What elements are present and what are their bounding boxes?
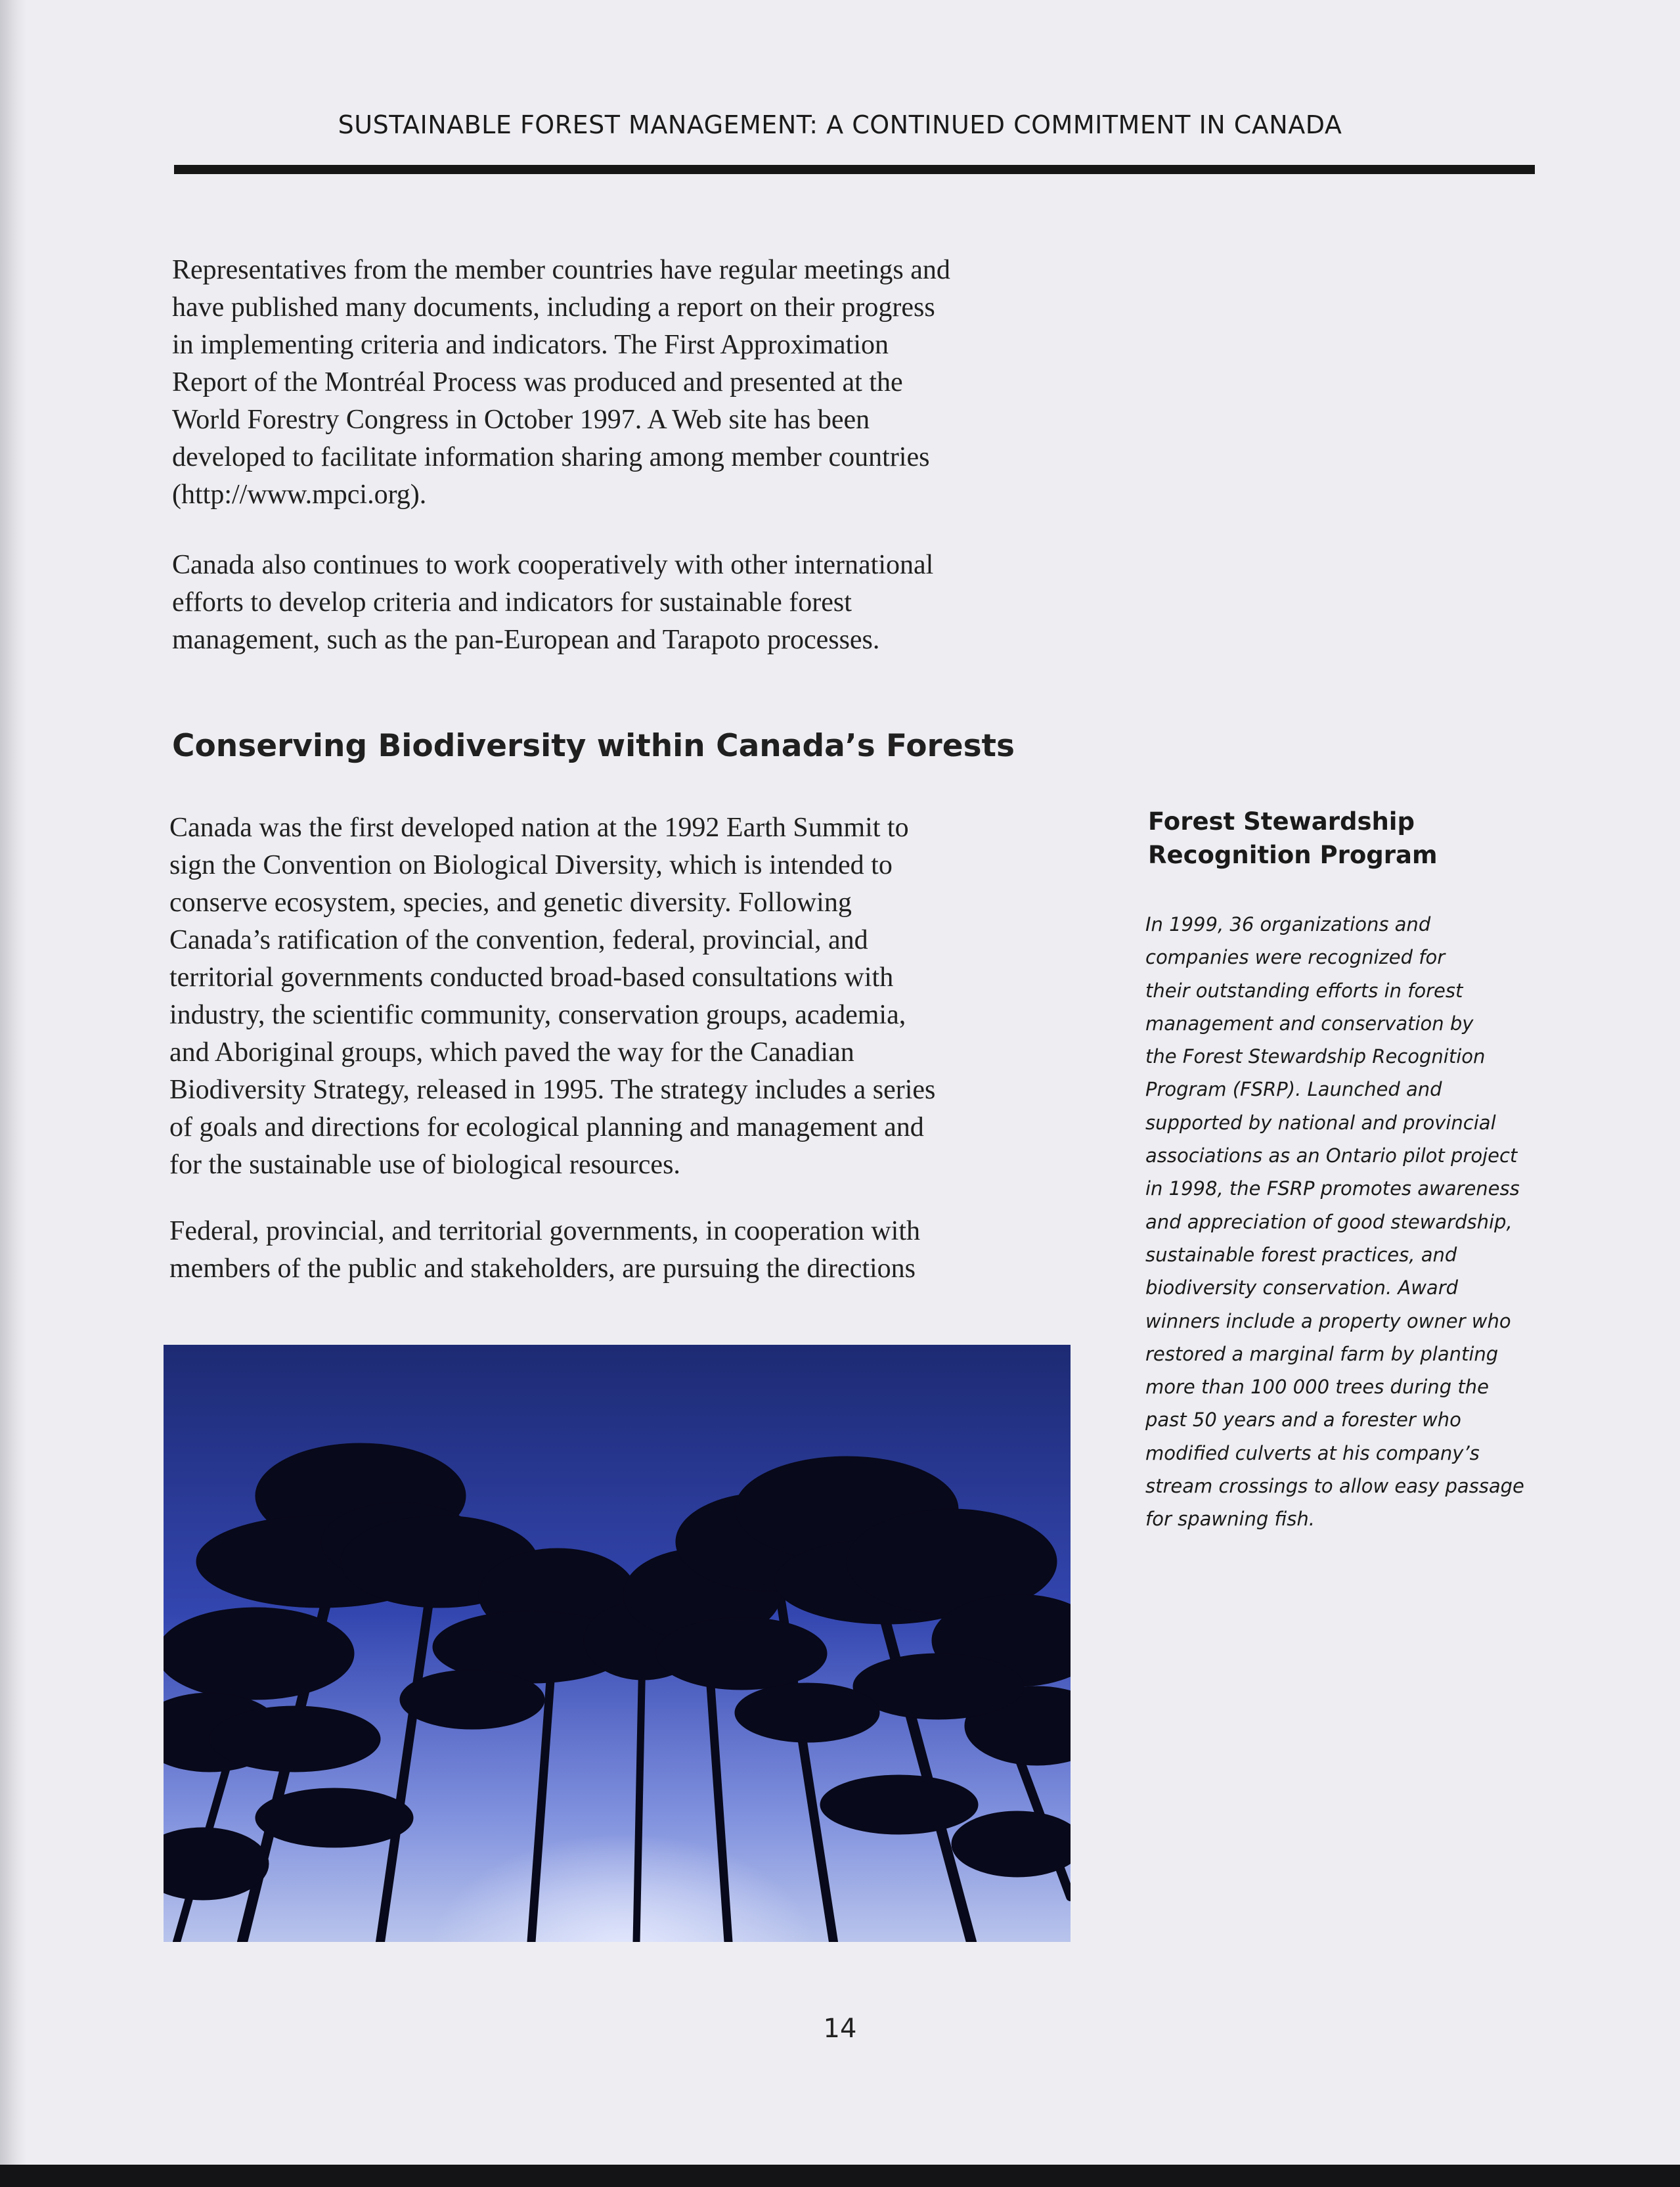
text-line: Canada’s ratification of the convention, federal, provincial, and bbox=[169, 925, 868, 955]
text-line: Biodiversity Strategy, released in 1995. The strategy includes a series bbox=[169, 1075, 936, 1105]
text-line: conserve ecosystem, species, and genetic diversity. Following bbox=[169, 888, 852, 918]
page-spine-shadow bbox=[0, 0, 26, 2187]
paragraph-government-directions bbox=[169, 1213, 1089, 1288]
text-line: more than 100 000 trees during the bbox=[1145, 1376, 1489, 1399]
text-line: past 50 years and a forester who bbox=[1145, 1409, 1461, 1432]
forest-photo bbox=[164, 1345, 1071, 1942]
text-line: developed to facilitate information sharing among member countries bbox=[172, 442, 930, 472]
paragraph-earth-summit bbox=[169, 809, 1089, 1184]
text-line: management and conservation by bbox=[1145, 1012, 1474, 1035]
text-line: Federal, provincial, and territorial governments, in cooperation with bbox=[169, 1216, 920, 1246]
text-line: their outstanding efforts in forest bbox=[1145, 979, 1463, 1002]
sidebar-title bbox=[1148, 805, 1438, 872]
text-line: have published many documents, including a report on their progress bbox=[172, 292, 935, 323]
running-header-text: SUSTAINABLE FOREST MANAGEMENT: A CONTINUED COMMITMENT IN CANADA bbox=[338, 110, 1342, 139]
text-line: territorial governments conducted broad-based consultations with bbox=[169, 962, 894, 993]
text-line: members of the public and stakeholders, are pursuing the directions bbox=[169, 1253, 916, 1284]
text-line: Canada also continues to work cooperatively with other international bbox=[172, 550, 934, 580]
text-line: winners include a property owner who bbox=[1145, 1309, 1511, 1332]
text-line: sustainable forest practices, and bbox=[1145, 1243, 1457, 1266]
text-line: efforts to develop criteria and indicators for sustainable forest bbox=[172, 587, 852, 618]
text-line: Canada was the first developed nation at the 1992 Earth Summit to bbox=[169, 813, 909, 843]
text-line: of goals and directions for ecological planning and management and bbox=[169, 1112, 924, 1142]
text-line: for the sustainable use of biological resources. bbox=[169, 1150, 680, 1180]
text-line: industry, the scientific community, conservation groups, academia, bbox=[169, 1000, 906, 1030]
section-heading: Conserving Biodiversity within Canada’s Forests bbox=[172, 728, 1015, 764]
sidebar-text bbox=[1145, 908, 1524, 1536]
text-line: modified culverts at his company’s bbox=[1145, 1441, 1480, 1464]
text-line: supported by national and provincial bbox=[1145, 1111, 1496, 1134]
text-line: management, such as the pan-European and Tarapoto processes. bbox=[172, 625, 880, 655]
page-number: 14 bbox=[823, 2014, 857, 2044]
text-line: (http://www.mpci.org). bbox=[172, 480, 427, 510]
pine-trees-photo-icon bbox=[164, 1345, 1071, 1942]
text-line: Forest Stewardship bbox=[1148, 807, 1415, 836]
paragraph-montreal-process bbox=[172, 252, 1092, 514]
text-line: sign the Convention on Biological Diversity, which is intended to bbox=[169, 850, 893, 880]
header-rule bbox=[174, 165, 1535, 174]
text-line: World Forestry Congress in October 1997. A Web site has been bbox=[172, 405, 870, 435]
text-line: Report of the Montréal Process was produced and presented at the bbox=[172, 367, 903, 397]
text-line: and Aboriginal groups, which paved the way for the Canadian bbox=[169, 1037, 854, 1068]
text-line: In 1999, 36 organizations and bbox=[1145, 913, 1431, 936]
text-line: stream crossings to allow easy passage bbox=[1145, 1475, 1524, 1498]
text-line: Recognition Program bbox=[1148, 841, 1438, 869]
text-line: associations as an Ontario pilot project bbox=[1145, 1144, 1518, 1167]
scan-bottom-edge bbox=[0, 2165, 1680, 2187]
text-line: biodiversity conservation. Award bbox=[1145, 1276, 1459, 1299]
text-line: Program (FSRP). Launched and bbox=[1145, 1078, 1442, 1101]
text-line: companies were recognized for bbox=[1145, 946, 1446, 969]
text-line: for spawning fish. bbox=[1145, 1508, 1315, 1531]
text-line: Representatives from the member countries have regular meetings and bbox=[172, 255, 950, 285]
paragraph-international-efforts bbox=[172, 547, 1092, 659]
text-line: the Forest Stewardship Recognition bbox=[1145, 1045, 1486, 1068]
text-line: restored a marginal farm by planting bbox=[1145, 1342, 1499, 1365]
text-line: in implementing criteria and indicators. The First Approximation bbox=[172, 330, 889, 360]
running-header-title bbox=[0, 110, 1680, 139]
text-line: in 1998, the FSRP promotes awareness bbox=[1145, 1177, 1520, 1200]
text-line: and appreciation of good stewardship, bbox=[1145, 1210, 1513, 1233]
